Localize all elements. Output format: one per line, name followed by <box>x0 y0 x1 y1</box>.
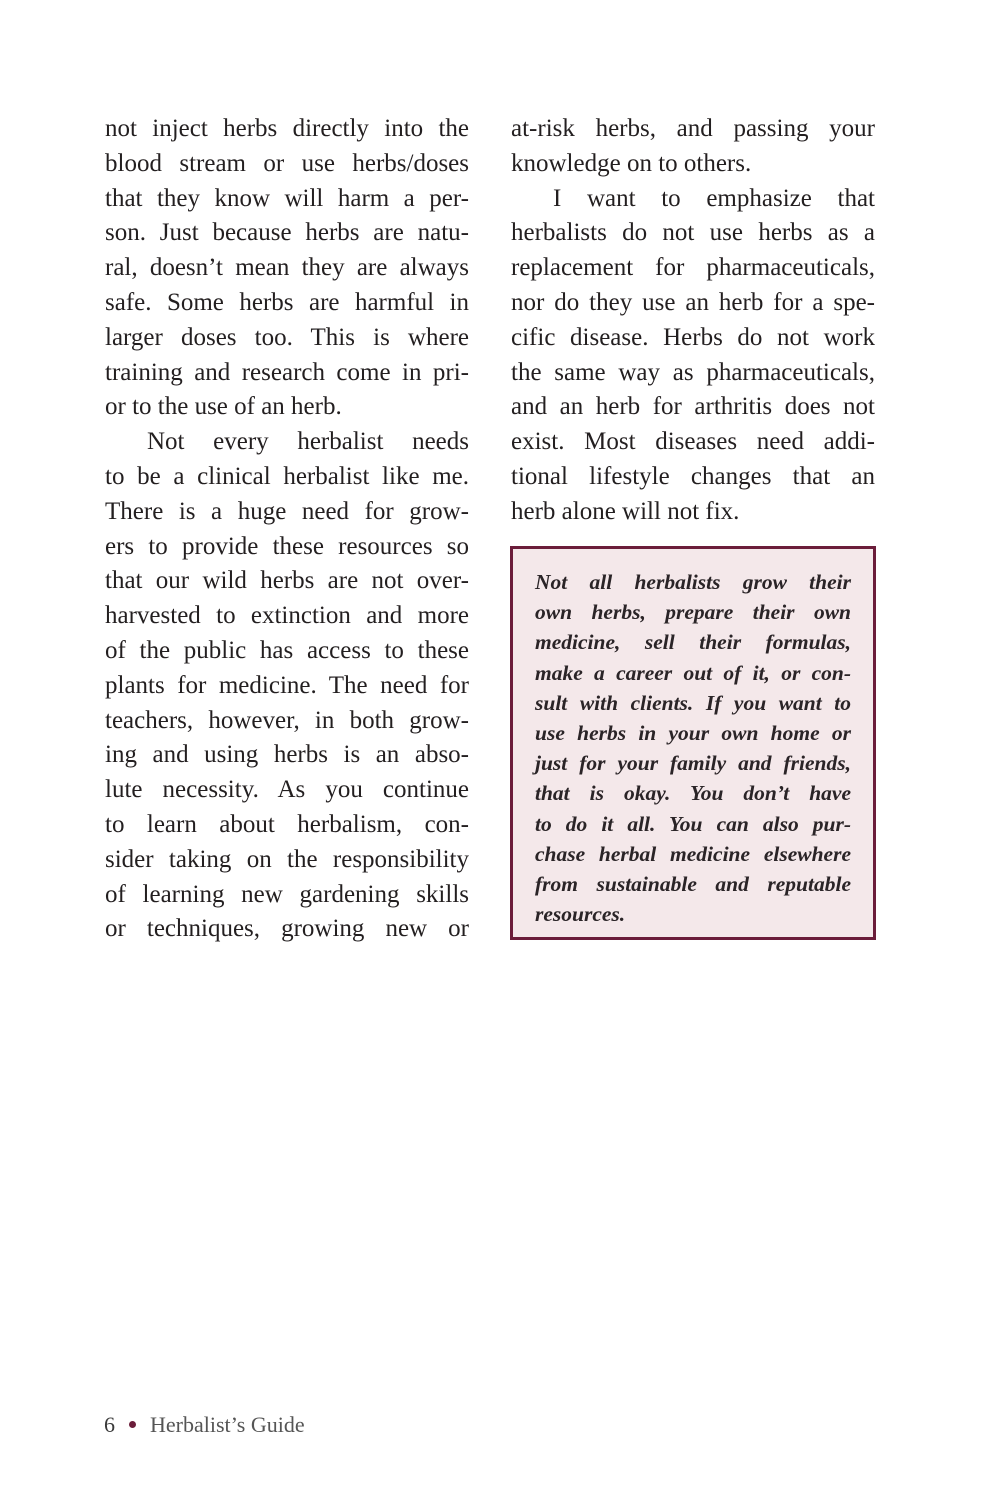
body-line: safe. Some herbs are harmful in <box>105 288 469 316</box>
paragraph-start-line: I want to emphasize that <box>553 184 875 212</box>
body-line: nor do they use an herb for a spe- <box>511 288 875 316</box>
body-line: herbalists do not use herbs as a <box>511 219 875 247</box>
body-line: exist. Most diseases need addi- <box>511 428 875 456</box>
paragraph-end-line: or to the use of an herb. <box>105 393 342 421</box>
paragraph-start-line: Not every herbalist needs <box>147 428 469 456</box>
bullet-icon <box>129 1421 136 1428</box>
body-line: lute necessity. As you continue <box>105 776 469 804</box>
paragraph-end-line: knowledge on to others. <box>511 149 752 177</box>
body-line: that they know will harm a per- <box>105 184 469 212</box>
body-line: tional lifestyle changes that an <box>511 462 875 490</box>
body-line: harvested to extinction and more <box>105 602 469 630</box>
callout-line: use herbs in your own home or <box>535 720 851 745</box>
body-line: replacement for pharmaceuticals, <box>511 254 875 282</box>
body-line: and an herb for arthritis does not <box>511 393 875 421</box>
callout-line: from sustainable and reputable <box>535 871 851 896</box>
callout-line: make a career out of it, or con- <box>535 660 851 685</box>
body-line: ers to provide these resources so <box>105 532 469 560</box>
callout-line: just for your family and friends, <box>535 751 851 776</box>
body-line: ral, doesn’t mean they are always <box>105 254 469 282</box>
body-line: blood stream or use herbs/doses <box>105 149 469 177</box>
body-line: son. Just because herbs are natu- <box>105 219 469 247</box>
body-line: to learn about herbalism, con- <box>105 810 469 838</box>
body-line: at-risk herbs, and passing your <box>511 115 875 142</box>
body-line: not inject herbs directly into the <box>105 115 469 142</box>
callout-line: own herbs, prepare their own <box>535 600 851 625</box>
running-title: Herbalist’s Guide <box>150 1412 305 1437</box>
body-line: that our wild herbs are not over- <box>105 567 469 595</box>
callout-line: Not all herbalists grow their <box>535 570 851 594</box>
body-line: or techniques, growing new or <box>105 915 469 943</box>
body-line: sider taking on the responsibility <box>105 845 469 873</box>
callout-line: sult with clients. If you want to <box>535 690 851 715</box>
paragraph-end-line: herb alone will not fix. <box>511 497 740 525</box>
callout-box <box>510 546 876 940</box>
body-line: to be a clinical herbalist like me. <box>105 462 469 490</box>
body-line: cific disease. Herbs do not work <box>511 323 875 351</box>
right-text-column <box>511 112 875 530</box>
body-line: of the public has access to these <box>105 636 469 664</box>
callout-line: resources. <box>535 902 626 927</box>
body-line: ing and using herbs is an abso- <box>105 741 469 769</box>
callout-line: that is okay. You don’t have <box>535 781 851 806</box>
callout-line: chase herbal medicine elsewhere <box>535 841 851 866</box>
left-text-column <box>105 112 469 947</box>
body-line: plants for medicine. The need for <box>105 671 469 699</box>
body-line: There is a huge need for grow- <box>105 497 469 525</box>
callout-line: medicine, sell their formulas, <box>535 630 851 655</box>
body-line: larger doses too. This is where <box>105 323 469 351</box>
body-line: the same way as pharmaceuticals, <box>511 358 875 386</box>
body-line: teachers, however, in both grow- <box>105 706 469 734</box>
callout-line: to do it all. You can also pur- <box>535 811 851 836</box>
body-line: training and research come in pri- <box>105 358 469 386</box>
page-number: 6 <box>104 1412 115 1437</box>
page-footer <box>104 1409 305 1441</box>
body-line: of learning new gardening skills <box>105 880 469 908</box>
